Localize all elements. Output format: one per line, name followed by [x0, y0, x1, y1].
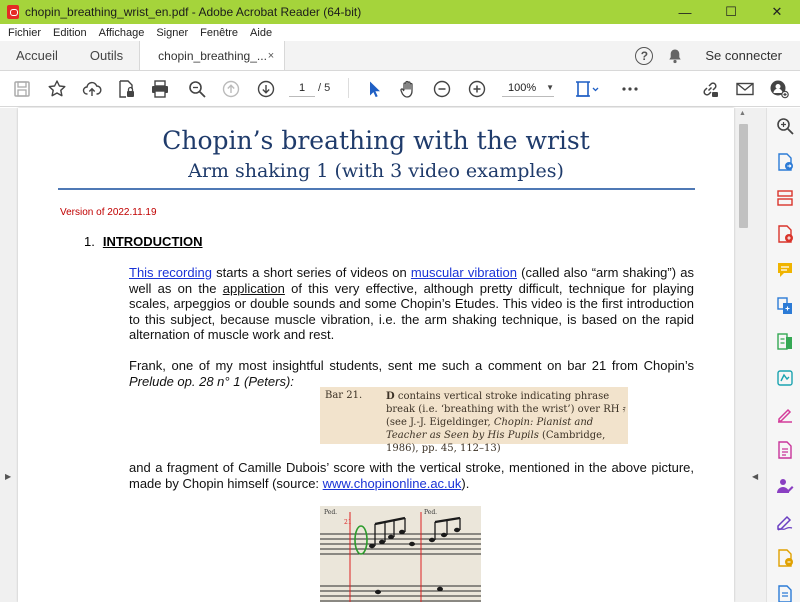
- prelude-reference: Prelude op. 28 n° 1 (Peters):: [129, 373, 294, 389]
- link-this-recording[interactable]: This recording: [129, 265, 212, 280]
- maximize-button[interactable]: ☐: [725, 4, 737, 19]
- window-title: chopin_breathing_wrist_en.pdf - Adobe Acrobat Reader (64-bit): [25, 5, 362, 19]
- underlined-word: application: [222, 280, 285, 296]
- comment-icon[interactable]: [775, 260, 795, 280]
- paragraph-intro: [129, 265, 694, 343]
- signature-pen-icon[interactable]: [775, 512, 795, 532]
- page-number-input[interactable]: 1: [289, 79, 315, 97]
- compress-pdf-icon[interactable]: [775, 332, 795, 352]
- create-pdf-icon[interactable]: [775, 224, 795, 244]
- acrobat-app-icon: [7, 5, 19, 19]
- sign-in-link[interactable]: Se connecter: [705, 48, 782, 63]
- previous-page-icon[interactable]: [219, 77, 243, 101]
- menu-signer[interactable]: Signer: [156, 26, 189, 39]
- score-drawing: [320, 506, 481, 602]
- tab-home[interactable]: Accueil: [16, 48, 58, 63]
- share-link-icon[interactable]: [698, 77, 722, 101]
- score-fragment-image: [320, 506, 481, 602]
- edit-pdf-icon[interactable]: [775, 440, 795, 460]
- search-tool-icon[interactable]: [775, 116, 795, 136]
- score-bar-number: 21: [344, 519, 352, 526]
- document-subtitle: Arm shaking 1 (with 3 video examples): [188, 160, 564, 182]
- organize-pages-icon[interactable]: [775, 188, 795, 208]
- link-muscular-vibration[interactable]: muscular vibration: [410, 265, 517, 280]
- document-title: Chopin’s breathing with the wrist: [162, 126, 590, 155]
- quote-image-bar21: [320, 387, 628, 454]
- cloud-upload-icon[interactable]: [80, 77, 104, 101]
- tab-bar: [0, 41, 800, 71]
- section-heading: [84, 234, 203, 249]
- fill-sign-icon[interactable]: [775, 404, 795, 424]
- main-toolbar: [0, 71, 800, 107]
- tab-bar-right: [635, 41, 800, 70]
- tab-document-label: chopin_breathing_...: [158, 48, 267, 63]
- tab-tools[interactable]: Outils: [89, 48, 124, 63]
- menu-affichage[interactable]: Affichage: [98, 26, 145, 39]
- help-icon[interactable]: ?: [635, 47, 653, 65]
- save-icon[interactable]: [10, 77, 34, 101]
- paragraph-text: of this very effective, although pretty difficult, technique for playing scales, arpeggios or double sounds and some Chopin’s Etudes. This video is the first introduction to this subject, because muscle vibration, i.e. the arm shaking technique, is based on the rapid alternation of muscle work and rest.: [129, 280, 694, 342]
- expand-left-panel-icon[interactable]: ▶: [5, 472, 12, 481]
- more-options-icon[interactable]: [618, 77, 642, 101]
- zoom-out-icon[interactable]: [430, 77, 454, 101]
- quote-part: (see J.-J. Eigeldinger,: [386, 417, 494, 428]
- menu-fenetre[interactable]: Fenêtre: [200, 26, 239, 39]
- quote-bar-label: Bar 21.: [325, 390, 363, 401]
- close-window-button[interactable]: ✕: [771, 4, 783, 19]
- link-chopinonline[interactable]: www.chopinonline.ac.uk: [322, 475, 462, 491]
- title-divider: [58, 188, 695, 190]
- window-controls: [662, 0, 800, 24]
- version-date: Version of 2022.11.19: [60, 207, 157, 218]
- window-titlebar: [0, 0, 800, 24]
- more-tools-icon[interactable]: [775, 584, 795, 602]
- paragraph-dubois: [129, 460, 694, 491]
- collapse-right-panel-icon[interactable]: ◀: [752, 472, 759, 481]
- scroll-up-icon[interactable]: ▲: [739, 110, 746, 117]
- menu-fichier[interactable]: Fichier: [8, 26, 42, 39]
- protect-file-icon[interactable]: [114, 77, 138, 101]
- tab-document[interactable]: [139, 41, 285, 70]
- toolbar-divider: [348, 78, 349, 98]
- paragraph-text: ).: [461, 475, 470, 491]
- paragraph-frank: [129, 358, 694, 389]
- minimize-button[interactable]: —: [678, 4, 692, 20]
- quote-text: [386, 390, 626, 455]
- tab-close-icon[interactable]: ×: [267, 49, 275, 62]
- chevron-down-icon: ▼: [546, 83, 554, 92]
- scrollbar-thumb[interactable]: [739, 124, 748, 228]
- print-icon[interactable]: [148, 77, 172, 101]
- zoom-in-icon[interactable]: [465, 77, 489, 101]
- section-number: 1.: [84, 234, 95, 249]
- select-pointer-icon[interactable]: [362, 77, 386, 101]
- score-ped-label-2: Ped.: [424, 509, 438, 516]
- scan-ocr-icon[interactable]: [775, 368, 795, 388]
- quote-letter: D: [386, 391, 395, 402]
- menu-edition[interactable]: Edition: [53, 26, 87, 39]
- paragraph-text: (called also “arm shaking”) as well as on the: [129, 265, 694, 296]
- left-panel-toggle[interactable]: [0, 108, 18, 602]
- send-review-icon[interactable]: [775, 548, 795, 568]
- page-total-label: / 5: [318, 82, 331, 94]
- email-icon[interactable]: [733, 77, 757, 101]
- paragraph-text: and a fragment of Camille Dubois’ score with the vertical stroke, mentioned in the above picture, made by Chopin himself (source:: [129, 460, 694, 491]
- search-zoom-icon[interactable]: [185, 77, 209, 101]
- pdf-page: [18, 108, 734, 602]
- zoom-level-value: 100%: [508, 82, 537, 94]
- quote-part: (Cambridge, 1986), pp. 45, 112–13): [386, 430, 606, 454]
- next-page-icon[interactable]: [254, 77, 278, 101]
- export-pdf-icon[interactable]: [775, 152, 795, 172]
- score-ped-label: Ped.: [324, 509, 338, 516]
- menu-bar: [0, 24, 800, 41]
- sixteenth-rest-icon: 𝄿: [622, 404, 626, 415]
- quote-part: contains vertical stroke indicating phrase break (i.e. ‘breathing with the wrist’) over RH: [386, 391, 623, 415]
- request-signature-icon[interactable]: [775, 476, 795, 496]
- add-user-icon[interactable]: [767, 77, 791, 101]
- bookmark-star-icon[interactable]: [45, 77, 69, 101]
- paragraph-text: Frank, one of my most insightful students, sent me such a comment on bar 21 from Chopin’s: [129, 358, 694, 373]
- zoom-level-select[interactable]: [502, 79, 554, 97]
- right-tools-pane: [766, 108, 800, 602]
- section-title: INTRODUCTION: [102, 234, 203, 249]
- hand-tool-icon[interactable]: [396, 77, 420, 101]
- combine-files-icon[interactable]: [775, 296, 795, 316]
- menu-aide[interactable]: Aide: [250, 26, 273, 39]
- paragraph-text: starts a short series of videos on: [211, 265, 411, 280]
- page-fit-icon[interactable]: [572, 77, 602, 101]
- quote-book-title: Chopin: Pianist and Teacher as Seen by His Pupils: [386, 417, 594, 441]
- notification-bell-icon[interactable]: [667, 48, 683, 64]
